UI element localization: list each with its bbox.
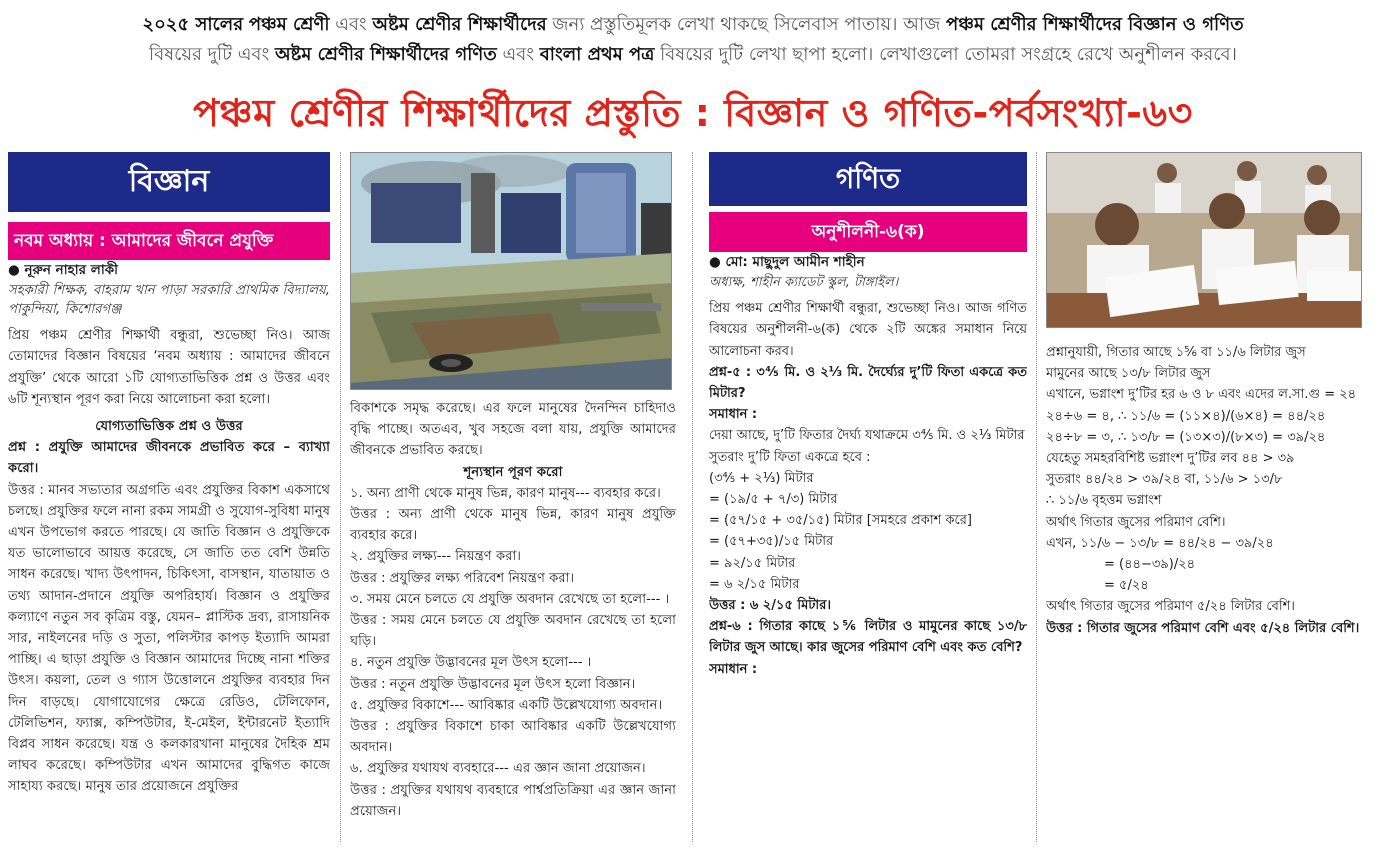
fill-q2: ২. প্রযুক্তির লক্ষ্য--- নিয়ন্ত্রণ করা। [350,549,521,565]
math2-line: প্রশ্নানুযায়ী, গিতার আছে ১⅚ বা ১১/৬ লিটার জুস [1046,345,1306,360]
math2-line: যেহেতু সমহরবিশিষ্ট ভগ্নাংশ দু’টির লব ৪৪ > ৩৯ [1046,451,1295,467]
fill-a5: উত্তর : প্রযুক্তির বিকাশে চাকা আবিষ্কার একটি উল্লেখযোগ্য অবদান। [350,719,676,756]
intro-text [0,10,1386,70]
fill-q1: ১. অন্য প্রাণী থেকে মানুষ ভিন্ন, কারণ মানুষ--- ব্যবহার করে। [350,485,661,501]
classroom-students-photo [1046,152,1362,328]
math-greeting: প্রিয় পঞ্চম শ্রেণীর শিক্ষার্থী বন্ধুরা, শুভেচ্ছা নিও। আজ গণিত বিষয়ের অনুশীলনী-৬(ক) থেকে ২টি অঙ্কের সমাধান নিয়ে আলোচনা করব। [709,301,1027,359]
math2-line: এখানে, ভগ্নাংশ দু’টির হর ৬ ও ৮ এবং এদের ল.সা.গু = ২৪ [1046,387,1357,403]
science-continuation: বিকাশকে সমৃদ্ধ করেছে। এর ফলে মানুষের দৈনন্দিন চাহিদাও বৃদ্ধি পাচ্ছে। অতএব, খুব সহজে বলা যায়, প্রযুক্তি আমাদের জীবনকে প্রভাবিত করছে। [350,401,676,459]
math-line: = (৫৭/১৫ + ৩৫/১৫) মিটার [সমহরে প্রকাশ করে] [709,513,972,529]
intro-line-2 [0,40,1386,70]
fill-heading: শূন্যস্থান পূরণ করো [463,464,563,480]
math2-line: অর্থাৎ গিতার জুসের পরিমাণ ৫/২৪ লিটার বেশি। [1046,599,1295,615]
science-column-2 [350,152,676,822]
math2-answer: উত্তর : গিতার জুসের পরিমাণ বেশি এবং ৫/২৪ লিটার বেশি। [1046,620,1360,636]
math2-line: সুতরাং ৪৪/২৪ > ৩৯/২৪ বা, ১১/৬ > ১৩/৮ [1046,472,1283,488]
math-designation: অধ্যক্ষ, শাহীন ক্যাডেট স্কুল, টাঙ্গাইল। [709,275,899,291]
fill-a4: উত্তর : নতুন প্রযুক্তি উদ্ভাবনের মূল উৎস হলো বিজ্ঞান। [350,676,636,692]
science-band: বিজ্ঞান [8,152,330,212]
intro-class8-math: অষ্টম শ্রেণীর শিক্ষার্থীদের গণিত [274,44,497,65]
math2-line: এখন, ১১/৬ − ১৩/৮ = ৪৪/২৪ − ৩৯/২৪ [1046,535,1274,551]
science-question: প্রশ্ন : প্রযুক্তি আমাদের জীবনকে প্রভাবিত করে – ব্যাখ্যা করো। [8,440,330,477]
math-band: গণিত [709,152,1027,206]
qa-heading: যোগ্যতাভিত্তিক প্রশ্ন ও উত্তর [95,419,243,435]
intro-and-2: এবং [502,44,534,65]
math-line: দেয়া আছে, দু’টি ফিতার দৈর্ঘ্য যথাক্রমে ৩⅘ মি. ও ২⅓ মিটার [709,428,1025,444]
factory-pollution-illustration [350,152,672,390]
math2-line: মামুনের আছে ১৩/৮ লিটার জুস [1046,366,1211,382]
intro-year: ২০২৫ সালের [142,14,244,35]
science-greeting: প্রিয় পঞ্চম শ্রেণীর শিক্ষার্থী বন্ধুরা, শুভেচ্ছা নিও। আজ তোমাদের বিজ্ঞান বিষয়ের ‘নবম অধ্যায় : আমাদের জীবনে প্রযুক্তি’ থেকে আরো ১টি যোগ্যতাভিত্তিক প্রশ্ন ও উত্তর এবং ৬টি শূন্যস্থান পূরণ করা নিয়ে আলোচনা করা হলো। [8,328,330,407]
intro-tail: বিষয়ের দুটি লেখা ছাপা হলো। লেখাগুলো তোমরা সংগ্রহে রেখে অনুশীলন করবে। [660,44,1237,65]
math2-line: অর্থাৎ গিতার জুসের পরিমাণ বেশি। [1046,514,1226,530]
math2-line: ∴ ১১/৬ বৃহত্তম ভগ্নাংশ [1046,493,1162,509]
math-line: (৩⅘ + ২⅓) মিটার [709,470,814,486]
intro-two: বিষয়ের দুটি এবং [149,44,270,65]
math-line: = (১৯/৫ + ৭/৩) মিটার [709,492,838,508]
fill-a6: উত্তর : প্রযুক্তির যথাযথ ব্যবহারে পার্শ্বপ্রতিক্রিয়া এর জ্ঞান জানা প্রয়োজন। [350,782,676,819]
math2-line: = (৪৪−৩৯)/২৪ [1104,557,1196,573]
math-solve-label-2: সমাধান : [709,661,758,677]
fill-a3: উত্তর : সময় মেনে চলতে যে প্রযুক্তি অবদান রেখেছে তা হলো ঘড়ি। [350,613,676,650]
column-divider [692,152,693,842]
column-divider [1036,152,1037,842]
science-author: ● নূরুন নাহার লাকী [8,262,119,278]
science-column [8,152,330,798]
headline: পঞ্চম শ্রেণীর শিক্ষার্থীদের প্রস্তুতি : বিজ্ঞান ও গণিত-পর্বসংখ্যা-৬৩ [193,91,1193,135]
math-q6: প্রশ্ন-৬ : গিতার কাছে ১⅚ লিটার ও মামুনের কাছে ১৩/৮ লিটার জুস আছে। কার জুসের পরিমাণ বেশি এবং কত বেশি? [709,619,1027,656]
science-answer: উত্তর : মানব সভ্যতার অগ্রগতি এবং প্রযুক্তির বিকাশ একসাথে চলছে। প্রযুক্তির ফলে নানা রকম সামগ্রী ও সুযোগ-সুবিধা মানুষ এখন উপভোগ করতে পারছে। যে জাতি বিজ্ঞান ও প্রযুক্তিকে যত ভালোভাবে আয়ত্ত করেছে, সে জাতি তত বেশি উন্নতি সাধন করেছে। খাদ্য উৎপাদন, চিকিৎসা, বাসস্থান, যাতায়াত ও তথ্য আদান-প্রদানে প্রযুক্তি অপরিহার্য। বিজ্ঞান ও প্রযুক্তির কল্যাণে নতুন সব কৃত্রিম বস্তু, যেমন– প্লাস্টিক দ্রব্য, রাসায়নিক সার, নাইলনের দড়ি ও সুতা, পলিস্টার কাপড় ইত্যাদি আমরা পাচ্ছি। এ ছাড়া প্রযুক্তি ও বিজ্ঞান আমাদের দিচ্ছে নানা শক্তির উৎস। কয়লা, তেল ও গ্যাস উত্তোলনে প্রযুক্তির ব্যবহার দিন দিন বাড়ছে। যোগাযোগের ক্ষেত্রে রেডিও, টেলিফোন, টেলিভিশন, ফ্যাক্স, কম্পিউটার, ই-মেইল, ইন্টারনেট ইত্যাদি বিপ্লব সাধন করেছে। যন্ত্র ও কলকারখানা মানুষের দৈহিক শ্রম লাঘব করেছে। কম্পিউটার এখন আমাদের বুদ্ধিগত কাজে সাহায্য করছে। মানুষ তার প্রয়োজনে প্রযুক্তির [8,482,330,795]
fill-q4: ৪. নতুন প্রযুক্তি উদ্ভাবনের মূল উৎস হলো--- । [350,655,592,671]
fill-q6: ৬. প্রযুক্তির যথাযথ ব্যবহারে--- এর জ্ঞান জানা প্রয়োজন। [350,761,646,777]
math-line: = (৫৭+৩৫)/১৫ মিটার [709,534,834,550]
intro-desc: জন্য প্রস্তুতিমূলক লেখা থাকছে সিলেবাস পাতায়। আজ [552,14,941,35]
fill-a1: উত্তর : অন্য প্রাণী থেকে মানুষ ভিন্ন, কারণ মানুষ প্রযুক্তি ব্যবহার করে। [350,507,676,544]
math2-line: ২৪÷৮ = ৩, ∴ ১৩/৮ = (১৩×৩)/(৮×৩) = ৩৯/২৪ [1046,429,1326,445]
column-divider [340,152,341,842]
science-designation: সহকারী শিক্ষক, বাহরাম খান পাড়া সরকারি প্রাথমিক বিদ্যালয়, পাকুন্দিয়া, কিশোরগঞ্জ [8,283,330,318]
intro-class8: অষ্টম শ্রেণীর শিক্ষার্থীদের [372,14,547,35]
fill-q3: ৩. সময় মেনে চলতে যে প্রযুক্তি অবদান রেখেছে তা হলো--- । [350,591,670,607]
fill-a2: উত্তর : প্রযুক্তির লক্ষ্য পরিবেশ নিয়ন্ত্রণ করা। [350,570,575,586]
intro-subjects: পঞ্চম শ্রেণীর শিক্ষার্থীদের বিজ্ঞান ও গণিত [946,14,1244,35]
fill-q5: ৫. প্রযুক্তির বিকাশে--- আবিষ্কার একটি উল্লেখযোগ্য অবদান। [350,697,663,713]
intro-and: এবং [335,14,367,35]
math-exercise: অনুশীলনী-৬(ক) [709,212,1027,252]
math2-line: = ৫/২৪ [1104,578,1149,594]
intro-class5: পঞ্চম শ্রেণী [248,14,330,35]
math-answer-5: উত্তর : ৬ ২/১৫ মিটার। [709,598,831,614]
math-q5: প্রশ্ন-৫ : ৩⅘ মি. ও ২⅓ মি. দৈর্ঘ্যের দু’টি ফিতা একত্রে কত মিটার? [709,364,1027,402]
science-chapter: নবম অধ্যায় : আমাদের জীবনে প্রযুক্তি [8,222,330,260]
math-line: সুতরাং দু’টি ফিতা একত্রে হবে : [709,449,871,465]
math-solve-label: সমাধান : [709,407,758,423]
intro-line-1 [0,10,1386,40]
math-author: ● মো: মাছুদুল আমীন শাহীন [709,254,865,270]
math-line: = ৬ ২/১৫ মিটার [709,576,800,592]
math-line: = ৯২/১৫ মিটার [709,555,796,571]
math-column-2 [1046,152,1368,639]
intro-bangla: বাংলা প্রথম পত্র [539,44,655,65]
math-column [709,152,1027,680]
math2-line: ২৪÷৬ = ৪, ∴ ১১/৬ = (১১×৪)/(৬×৪) = ৪৪/২৪ [1046,408,1326,424]
